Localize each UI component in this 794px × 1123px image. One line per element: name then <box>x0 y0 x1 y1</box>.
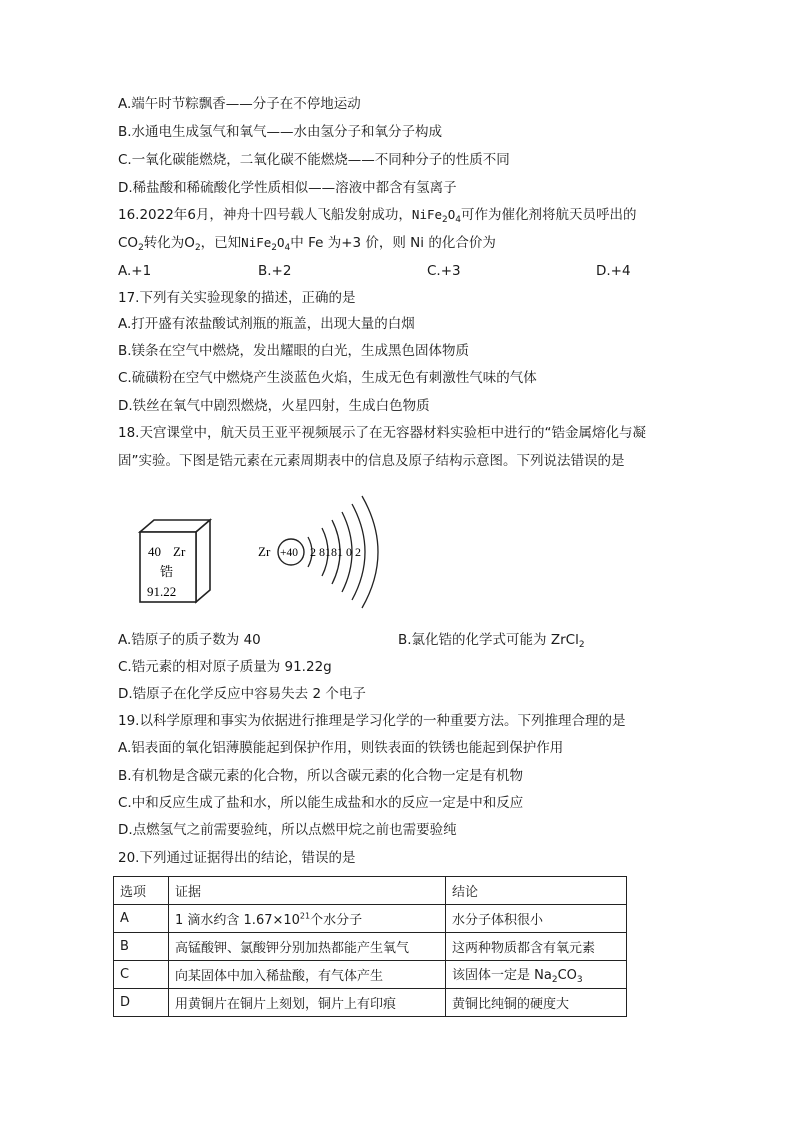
q19-option-b: B.有机物是含碳元素的化合物，所以含碳元素的化合物一定是有机物 <box>118 768 524 784</box>
evidence-table <box>113 876 627 1017</box>
q18-option-b <box>398 631 585 654</box>
nucleus-charge: +40 <box>280 547 298 559</box>
row-option: A <box>114 905 169 933</box>
q16-option-c: C.+3 <box>427 263 461 279</box>
q16-formula: NiFe <box>411 207 443 222</box>
evidence-text: 1 滴水约含 1.67×10 <box>175 913 300 928</box>
q15-option-b: B.水通电生成氢气和氧气——水由氢分子和氧分子构成 <box>118 124 443 140</box>
table-row <box>114 933 627 961</box>
q16-stem-line2 <box>118 234 496 257</box>
shell-electrons: 2 8181 0 2 <box>310 545 361 559</box>
row-option: C <box>114 961 169 989</box>
header-option: 选项 <box>114 877 169 905</box>
conclusion-tail: CO <box>557 968 577 983</box>
q16-stem-text2: 可作为催化剂将航天员呼出的 <box>461 207 637 223</box>
q16-o2-sub: 2 <box>194 243 201 253</box>
q17-stem: 17.下列有关实验现象的描述，正确的是 <box>118 290 356 306</box>
table-row <box>114 905 627 933</box>
conclusion-sub2: 3 <box>576 975 583 985</box>
diagram-symbol: Zr <box>258 544 271 559</box>
element-symbol: Zr <box>173 544 186 559</box>
q15-option-a: A.端午时节粽飘香——分子在不停地运动 <box>118 96 361 112</box>
q19-option-d: D.点燃氢气之前需要验纯，所以点燃甲烷之前也需要验纯 <box>118 822 457 838</box>
q16-text-b: ，已知 <box>200 235 242 251</box>
q19-option-c: C.中和反应生成了盐和水，所以能生成盐和水的反应一定是中和反应 <box>118 795 524 811</box>
header-evidence: 证据 <box>169 877 446 905</box>
q18-stem-line1: 18.天宫课堂中，航天员王亚平视频展示了在无容器材料实验柜中进行的“锆金属熔化与凝 <box>118 425 646 441</box>
atomic-mass: 91.22 <box>147 584 177 599</box>
row-conclusion: 这两种物质都含有氧元素 <box>446 933 627 961</box>
q16-formula-sub: 2 <box>442 215 448 225</box>
q16-formula-2: NiFe <box>241 235 272 250</box>
q16-formula-2-o: O <box>277 235 285 250</box>
q16-formula-2-sub: 2 <box>271 243 278 253</box>
row-conclusion <box>446 961 627 989</box>
q16-option-a: A.+1 <box>118 263 152 279</box>
row-conclusion: 黄铜比纯铜的硬度大 <box>446 989 627 1017</box>
q16-formula-2-sub2: 4 <box>284 243 291 253</box>
q16-o2: O <box>184 235 195 251</box>
element-name: 锆 <box>160 565 174 580</box>
q16-stem-line1 <box>118 206 637 229</box>
row-option: D <box>114 989 169 1017</box>
q16-option-d: D.+4 <box>596 263 631 279</box>
q18-option-c: C.锆元素的相对原子质量为 91.22g <box>118 659 332 675</box>
q16-stem-text: 16.2022年6月，神舟十四号载人飞船发射成功， <box>118 207 412 223</box>
q17-option-a: A.打开盛有浓盐酸试剂瓶的瓶盖，出现大量的白烟 <box>118 316 415 332</box>
q18-option-a: A.锆原子的质子数为 40 <box>118 632 261 648</box>
conclusion-text: 该固体一定是 Na <box>452 968 552 983</box>
q15-option-d: D.稀盐酸和稀硫酸化学性质相似——溶液中都含有氢离子 <box>118 180 457 196</box>
table-header-row <box>114 877 627 905</box>
evidence-exponent: 21 <box>299 911 311 921</box>
row-conclusion: 水分子体积很小 <box>446 905 627 933</box>
header-conclusion: 结论 <box>446 877 627 905</box>
q15-option-c: C.一氧化碳能燃烧，二氧化碳不能燃烧——不同种分子的性质不同 <box>118 152 510 168</box>
q16-co2-sub: 2 <box>138 243 144 253</box>
q18-stem-line2: 固”实验。下图是锆元素在元素周期表中的信息及原子结构示意图。下列说法错误的是 <box>118 453 625 469</box>
q17-option-d: D.铁丝在氧气中剧烈燃烧，火星四射，生成白色物质 <box>118 398 430 414</box>
q17-option-c: C.硫磺粉在空气中燃烧产生淡蓝色火焰，生成无色有刺激性气味的气体 <box>118 370 537 386</box>
q18-option-b-text: B.氯化锆的化学式可能为 ZrCl <box>398 632 579 648</box>
q16-co2: CO <box>118 235 139 251</box>
q16-option-b: B.+2 <box>258 263 292 279</box>
q16-formula-o: O <box>447 207 456 222</box>
q17-option-b: B.镁条在空气中燃烧，发出耀眼的白光，生成黑色固体物质 <box>118 343 470 359</box>
q19-stem: 19.以科学原理和事实为依据进行推理是学习化学的一种重要方法。下列推理合理的是 <box>118 713 626 729</box>
q20-stem: 20.下列通过证据得出的结论，错误的是 <box>118 850 356 866</box>
atomic-number: 40 <box>148 544 161 559</box>
element-cube <box>140 520 210 602</box>
q18-option-b-sub: 2 <box>578 640 585 650</box>
evidence-text-tail: 个水分子 <box>310 913 363 928</box>
row-evidence: 高锰酸钾、氯酸钾分别加热都能产生氧气 <box>169 933 446 961</box>
table-row <box>114 989 627 1017</box>
q16-text-c: 中 Fe 为+3 价，则 Ni 的化合价为 <box>290 235 496 251</box>
row-evidence: 用黄铜片在铜片上刻划，铜片上有印痕 <box>169 989 446 1017</box>
conclusion-sub: 2 <box>551 975 558 985</box>
row-evidence <box>169 905 446 933</box>
table-row <box>114 961 627 989</box>
q16-text-a: 转化为 <box>143 235 185 251</box>
zirconium-figure <box>130 490 400 622</box>
row-option: B <box>114 933 169 961</box>
row-evidence: 向某固体中加入稀盐酸，有气体产生 <box>169 961 446 989</box>
atom-structure-diagram <box>258 496 378 608</box>
q19-option-a: A.铝表面的氧化铝薄膜能起到保护作用，则铁表面的铁锈也能起到保护作用 <box>118 740 564 756</box>
q18-option-d: D.锆原子在化学反应中容易失去 2 个电子 <box>118 686 366 702</box>
q16-formula-sub2: 4 <box>455 215 462 225</box>
